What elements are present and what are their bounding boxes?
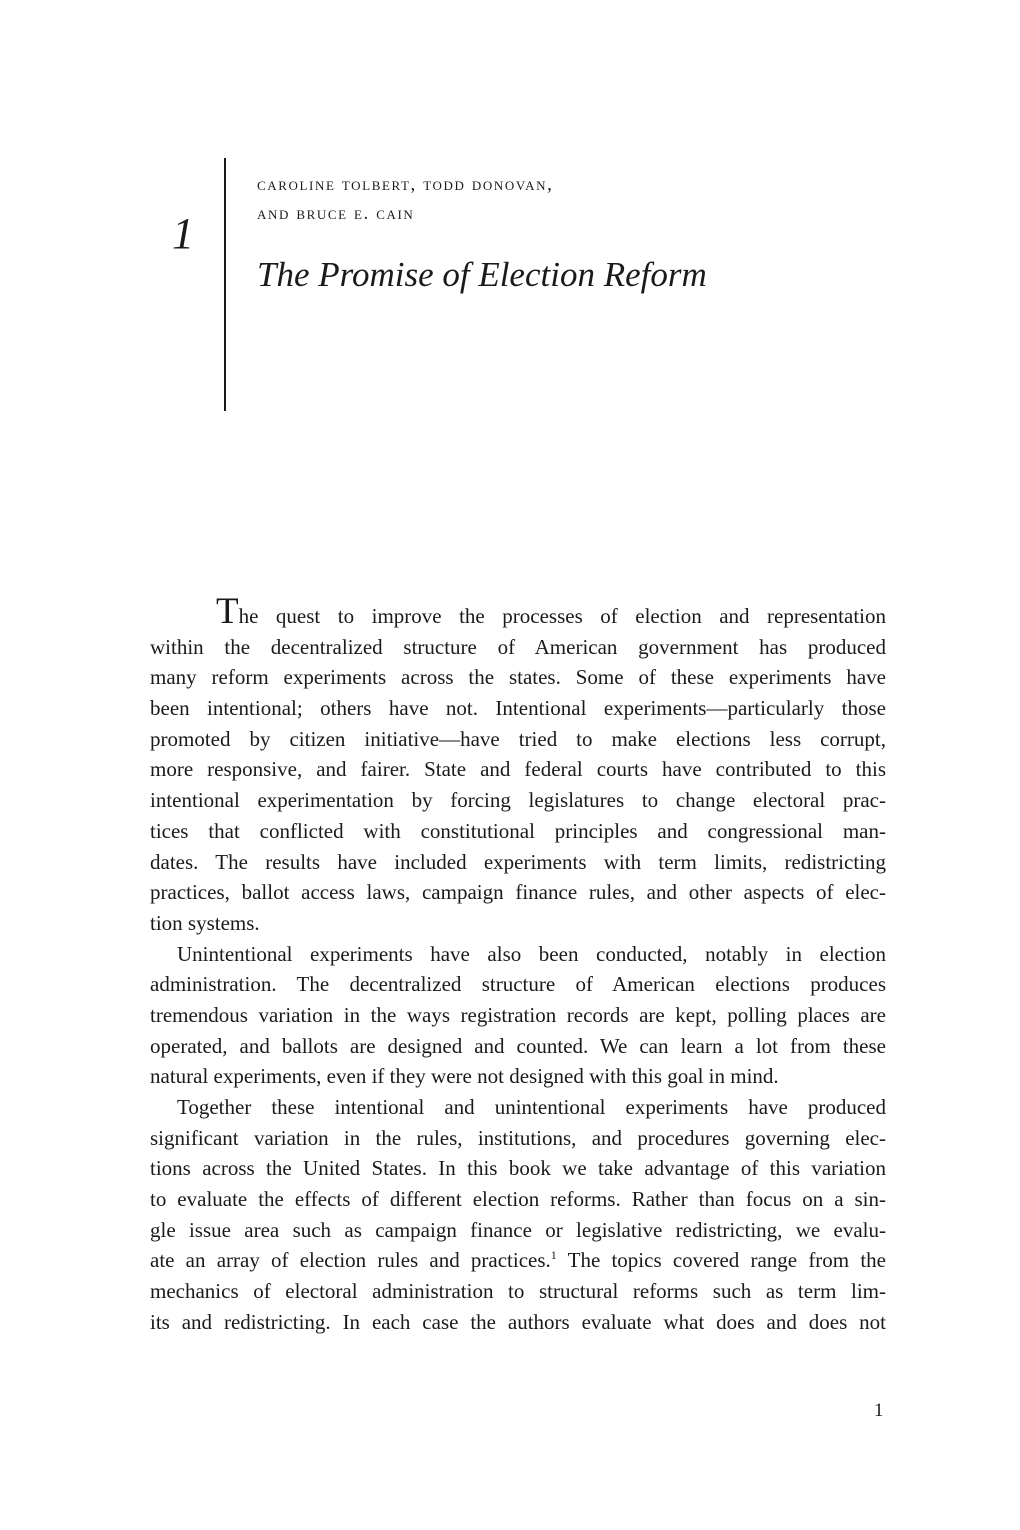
body-line	[150, 591, 886, 632]
body-line: to evaluate the effects of different election reforms. Rather than focus on a sin-	[150, 1187, 886, 1212]
body-line: intentional experimentation by forcing legislatures to change electoral prac-	[150, 788, 886, 813]
body-line: significant variation in the rules, institutions, and procedures governing elec-	[150, 1125, 886, 1150]
body-line: natural experiments, even if they were not designed with this goal in mind.	[150, 1064, 779, 1089]
footnote-marker[interactable]: 1	[550, 1248, 557, 1263]
page-number: 1	[874, 1400, 884, 1421]
body-line: gle issue area such as campaign finance or legislative redistricting, we evalu-	[150, 1217, 886, 1242]
body-line: dates. The results have included experiments with term limits, redistricting	[150, 849, 886, 874]
body-line: Unintentional experiments have also been conducted, notably in election	[177, 941, 886, 966]
body-line: operated, and ballots are designed and counted. We can learn a lot from these	[150, 1033, 886, 1058]
body-text	[150, 591, 886, 1338]
body-line	[150, 1245, 886, 1276]
body-line-text: he quest to improve the processes of election and representation	[238, 604, 886, 628]
body-line: Together these intentional and unintentional experiments have produced	[177, 1095, 886, 1119]
drop-cap: T	[216, 591, 239, 632]
body-line-text: The topics covered range from the	[556, 1248, 886, 1273]
chapter-number: 1	[172, 209, 194, 258]
body-line: tremendous variation in the ways registration records are kept, polling places are	[150, 1002, 886, 1027]
body-line: within the decentralized structure of American government has produced	[150, 634, 886, 659]
chapter-divider-rule	[224, 158, 226, 411]
chapter-title: The Promise of Election Reform	[257, 255, 707, 294]
body-line: tions across the United States. In this book we take advantage of this variation	[150, 1156, 886, 1181]
body-line: administration. The decentralized structure of American elections produces	[150, 972, 886, 997]
body-line: practices, ballot access laws, campaign finance rules, and other aspects of elec-	[150, 880, 886, 905]
body-line: more responsive, and fairer. State and federal courts have contributed to this	[150, 757, 886, 782]
body-line: tices that conflicted with constitutional principles and congressional man-	[150, 818, 886, 843]
body-line-text: ate an array of election rules and practices.	[150, 1248, 551, 1273]
author-line: caroline tolbert, todd donovan,	[257, 174, 554, 195]
body-line: been intentional; others have not. Intentional experiments—particularly those	[150, 696, 886, 721]
body-line: its and redistricting. In each case the authors evaluate what does and does not	[150, 1309, 886, 1334]
body-line: mechanics of electoral administration to structural reforms such as term lim-	[150, 1279, 886, 1304]
author-line: and bruce e. cain	[257, 203, 415, 224]
body-line: promoted by citizen initiative—have tried to make elections less corrupt,	[150, 726, 886, 751]
chapter-authors	[257, 170, 553, 228]
body-line: tion systems.	[150, 910, 260, 935]
body-line: many reform experiments across the states. Some of these experiments have	[150, 665, 886, 690]
